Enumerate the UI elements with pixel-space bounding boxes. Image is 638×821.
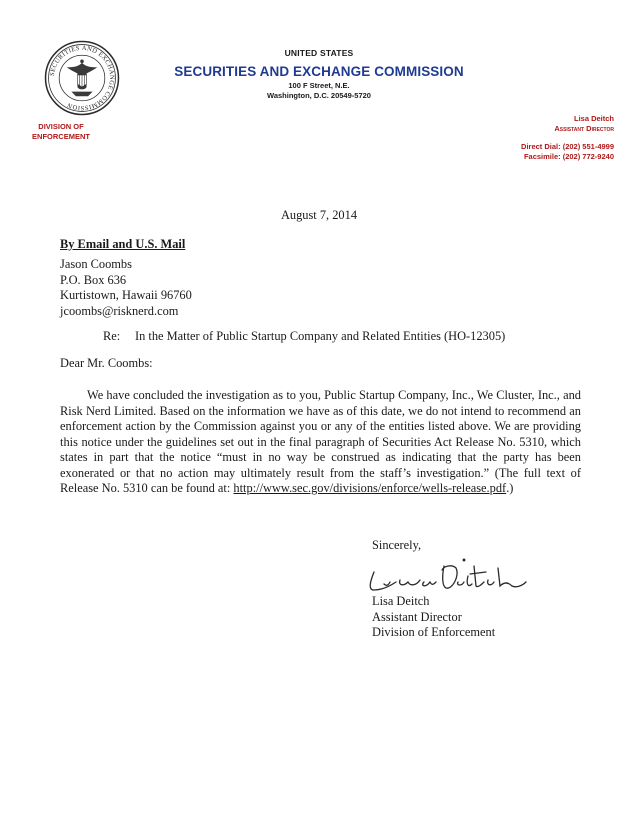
body-end: .): [506, 481, 514, 495]
letterhead-address-street: 100 F Street, N.E.: [288, 81, 350, 90]
recipient-city: Kurtistown, Hawaii 96760: [60, 288, 192, 302]
re-subject: In the Matter of Public Startup Company and Related Entities (HO-12305): [135, 329, 506, 343]
svg-text:SECURITIES AND EXCHANGE COMMIS: SECURITIES AND EXCHANGE COMMISSION: [48, 44, 116, 112]
re-label: Re:: [103, 329, 121, 343]
delivery-method: By Email and U.S. Mail: [60, 237, 186, 251]
direct-dial: Direct Dial: (202) 551-4999: [521, 142, 614, 151]
official-name: Lisa Deitch: [573, 114, 614, 123]
signer-name: Lisa Deitch: [372, 594, 430, 608]
signer-division: Division of Enforcement: [372, 625, 496, 639]
wells-release-link[interactable]: http://www.sec.gov/divisions/enforce/wells-release.pdf: [233, 481, 507, 495]
letterhead-address-city: Washington, D.C. 20549-5720: [267, 91, 371, 100]
official-title: Assistant Director: [554, 124, 614, 133]
letterhead-country: UNITED STATES: [284, 48, 354, 58]
facsimile: Facsimile: (202) 772-9240: [523, 152, 614, 161]
body-paragraph: [60, 388, 581, 497]
division-line-2: ENFORCEMENT: [32, 132, 90, 141]
closing: Sincerely,: [372, 538, 422, 552]
division-line-1: DIVISION OF: [38, 122, 84, 131]
letter-date: August 7, 2014: [280, 208, 358, 222]
body-text: We have concluded the investigation as to you, Public Startup Company, Inc., We Cluster, Inc., and Risk Nerd Limited. Based on the information we have as of this date, we do not intend to recommend an enforcement action by the Commission against you or any of the entities listed above. We are providing this notice under the guidelines set out in the final paragraph of Securities Act Release No. 5310, which states in part that the notice “must in no way be construed as indicating that the party has been exonerated or that no action may ultimately result from the staff’s investigation.” (The full text of Release No. 5310 can be found at:: [60, 388, 581, 495]
recipient-email: jcoombs@risknerd.com: [60, 303, 179, 318]
letterhead-agency: SECURITIES AND EXCHANGE COMMISSION: [174, 64, 464, 79]
signer-title: Assistant Director: [372, 609, 462, 624]
recipient-address: [60, 257, 192, 319]
salutation: Dear Mr. Coombs:: [60, 356, 153, 370]
official-block: [521, 114, 614, 162]
recipient-po-box: P.O. Box 636: [60, 272, 127, 287]
division-block: [18, 122, 104, 142]
recipient-name: Jason Coombs: [60, 257, 132, 271]
signer-block: [372, 594, 495, 641]
